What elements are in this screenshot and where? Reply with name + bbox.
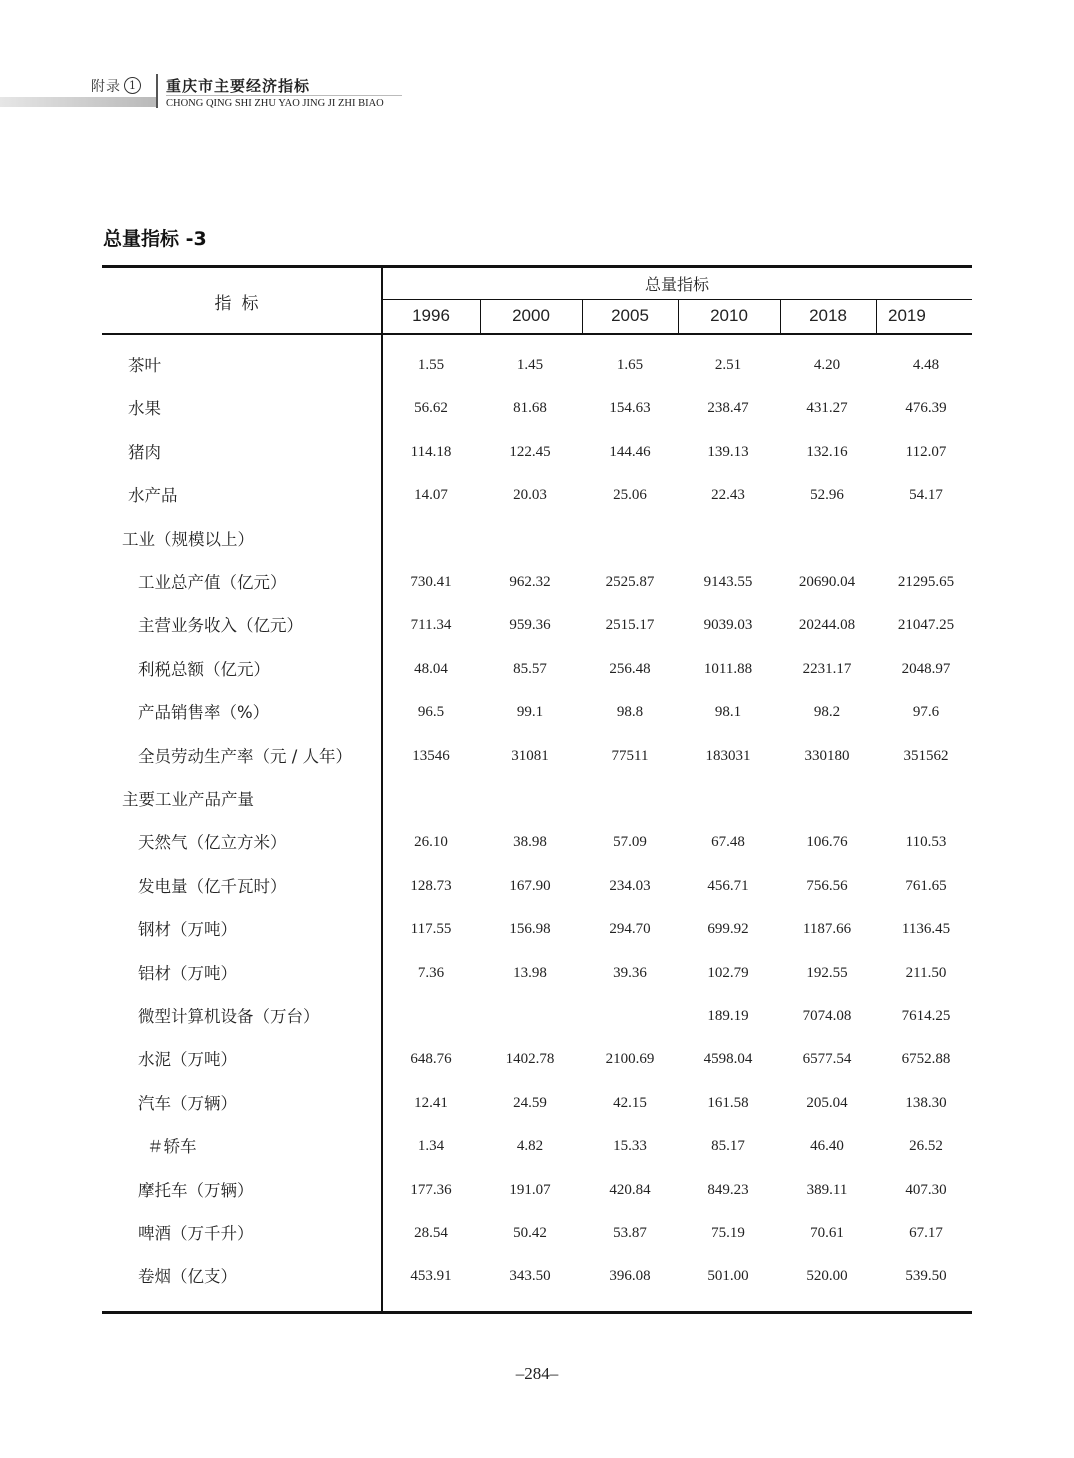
value-cell-2018: 205.04 [806, 1095, 848, 1111]
value-cell-2010: 85.17 [711, 1138, 745, 1154]
year-header: 1996 [412, 306, 450, 325]
value-cell-2019: 54.17 [909, 487, 943, 503]
header-band [0, 97, 156, 107]
row-label: 微型计算机设备（万台） [138, 1007, 320, 1026]
year-header: 2019 [888, 306, 926, 325]
appendix-word: 附录 [91, 78, 121, 95]
table-row [102, 387, 972, 430]
value-cell-2005: 25.06 [613, 487, 647, 503]
value-cell-2018: 2231.17 [802, 661, 852, 677]
value-cell-2010: 189.19 [707, 1008, 749, 1024]
value-cell-2005: 256.48 [609, 661, 651, 677]
value-cell-1996: 453.91 [410, 1268, 452, 1284]
value-cell-1996: 7.36 [417, 965, 445, 981]
value-cell-2000: 343.50 [509, 1268, 551, 1284]
value-cell-1996: 114.18 [410, 444, 452, 460]
row-label: 主要工业产品产量 [122, 790, 254, 809]
value-cell-2019: 97.6 [912, 704, 940, 720]
value-cell-1996: 117.55 [410, 921, 452, 937]
value-cell-2010: 9039.03 [703, 617, 753, 633]
row-label: 工业（规模以上） [122, 530, 254, 549]
value-cell-2018: 7074.08 [802, 1008, 852, 1024]
table-row [102, 821, 972, 864]
value-cell-2005: 154.63 [609, 400, 651, 416]
group-header: 总量指标 [644, 275, 709, 294]
row-label: 钢材（万吨） [138, 920, 237, 939]
year-header: 2000 [512, 306, 550, 325]
value-cell-2019: 138.30 [905, 1095, 947, 1111]
value-cell-2018: 52.96 [810, 487, 844, 503]
table-row [102, 865, 972, 908]
page-number: –284– [515, 1364, 559, 1383]
row-label: 天然气（亿立方米） [138, 833, 287, 852]
value-cell-2018: 46.40 [810, 1138, 844, 1154]
value-cell-2018: 106.76 [806, 834, 848, 850]
header-title: 重庆市主要经济指标 [166, 77, 311, 95]
value-cell-1996: 28.54 [414, 1225, 448, 1241]
row-label: 茶叶 [128, 356, 161, 375]
value-cell-2019: 21295.65 [897, 574, 955, 590]
value-cell-2000: 31081 [511, 748, 549, 764]
value-cell-2010: 161.58 [707, 1095, 749, 1111]
value-cell-2010: 501.00 [707, 1268, 749, 1284]
value-cell-2010: 67.48 [711, 834, 745, 850]
table-top-rule [102, 265, 972, 268]
value-cell-2018: 1187.66 [802, 921, 852, 937]
value-cell-2018: 6577.54 [802, 1051, 852, 1067]
value-cell-2010: 2.51 [714, 357, 742, 373]
value-cell-2019: 211.50 [905, 965, 947, 981]
value-cell-2019: 21047.25 [897, 617, 955, 633]
year-header-rule [382, 299, 972, 300]
value-cell-2010: 1011.88 [703, 661, 753, 677]
value-cell-2000: 81.68 [513, 400, 547, 416]
value-cell-2000: 1.45 [516, 357, 544, 373]
value-cell-1996: 96.5 [417, 704, 445, 720]
value-cell-1996: 14.07 [414, 487, 448, 503]
header-separator [156, 74, 158, 108]
value-cell-2018: 431.27 [806, 400, 848, 416]
value-cell-1996: 56.62 [414, 400, 448, 416]
value-cell-2005: 2515.17 [605, 617, 655, 633]
table-row [102, 995, 972, 1038]
table-row [102, 952, 972, 995]
value-cell-2019: 2048.97 [901, 661, 951, 677]
value-cell-2010: 98.1 [714, 704, 742, 720]
value-cell-2018: 70.61 [810, 1225, 844, 1241]
row-label: 汽车（万辆） [138, 1094, 237, 1113]
table-row [102, 474, 972, 517]
row-label: 主营业务收入（亿元） [138, 616, 303, 635]
value-cell-2000: 156.98 [509, 921, 551, 937]
value-cell-2005: 2525.87 [605, 574, 655, 590]
table-row [102, 561, 972, 604]
value-cell-2019: 67.17 [909, 1225, 943, 1241]
value-cell-2010: 4598.04 [703, 1051, 753, 1067]
value-cell-2018: 756.56 [806, 878, 848, 894]
value-cell-2019: 26.52 [909, 1138, 943, 1154]
value-cell-2005: 53.87 [613, 1225, 647, 1241]
value-cell-2010: 75.19 [711, 1225, 745, 1241]
value-cell-2018: 132.16 [806, 444, 848, 460]
value-cell-2010: 22.43 [711, 487, 745, 503]
value-cell-2005: 42.15 [613, 1095, 647, 1111]
value-cell-2019: 110.53 [905, 834, 947, 850]
value-cell-2005: 15.33 [613, 1138, 647, 1154]
row-label: 利税总额（亿元） [138, 660, 270, 679]
value-cell-2019: 539.50 [905, 1268, 947, 1284]
value-cell-2000: 85.57 [513, 661, 547, 677]
table-bottom-rule [102, 1311, 972, 1314]
table-row [102, 778, 972, 821]
year-header: 2010 [710, 306, 748, 325]
row-label: 全员劳动生产率（元 / 人年） [138, 747, 353, 766]
row-label: 工业总产值（亿元） [138, 573, 287, 592]
value-cell-2005: 396.08 [609, 1268, 651, 1284]
value-cell-2019: 7614.25 [901, 1008, 951, 1024]
header-rule [166, 95, 402, 96]
value-cell-2000: 1402.78 [505, 1051, 555, 1067]
table-row [102, 1082, 972, 1125]
value-cell-2005: 98.8 [616, 704, 644, 720]
value-cell-2010: 139.13 [707, 444, 749, 460]
section-title: 总量指标 -3 [103, 228, 207, 250]
value-cell-2000: 24.59 [513, 1095, 547, 1111]
value-cell-1996: 177.36 [410, 1182, 452, 1198]
header-subtitle: CHONG QING SHI ZHU YAO JING JI ZHI BIAO [166, 98, 384, 109]
value-cell-1996: 711.34 [410, 617, 452, 633]
value-cell-1996: 1.55 [417, 357, 445, 373]
value-cell-2000: 167.90 [509, 878, 551, 894]
table-row [102, 344, 972, 387]
header-bottom-rule [102, 333, 972, 335]
row-label: 铝材（万吨） [138, 964, 237, 983]
value-cell-2018: 389.11 [806, 1182, 848, 1198]
value-cell-2018: 330180 [804, 748, 850, 764]
row-label: 产品销售率（%） [138, 703, 270, 722]
row-label: 水产品 [128, 486, 178, 505]
value-cell-2000: 122.45 [509, 444, 551, 460]
row-label: 水果 [128, 399, 161, 418]
value-cell-2005: 144.46 [609, 444, 651, 460]
label-column-header: 指标 [214, 294, 269, 314]
value-cell-2005: 294.70 [609, 921, 651, 937]
table-row [102, 604, 972, 647]
value-cell-2010: 102.79 [707, 965, 749, 981]
value-cell-2018: 192.55 [806, 965, 848, 981]
table-row [102, 908, 972, 951]
value-cell-2018: 4.20 [813, 357, 841, 373]
value-cell-2000: 50.42 [513, 1225, 547, 1241]
table-row [102, 518, 972, 561]
year-header: 2018 [809, 306, 847, 325]
value-cell-2010: 849.23 [707, 1182, 749, 1198]
value-cell-2005: 39.36 [613, 965, 647, 981]
value-cell-2010: 456.71 [707, 878, 749, 894]
value-cell-2000: 20.03 [513, 487, 547, 503]
row-label: 猪肉 [128, 443, 161, 462]
value-cell-1996: 48.04 [414, 661, 448, 677]
value-cell-2000: 13.98 [513, 965, 547, 981]
value-cell-2018: 98.2 [813, 704, 841, 720]
value-cell-2005: 2100.69 [605, 1051, 655, 1067]
table-row [102, 648, 972, 691]
value-cell-2019: 4.48 [912, 357, 940, 373]
value-cell-2010: 183031 [705, 748, 751, 764]
value-cell-2000: 4.82 [516, 1138, 544, 1154]
value-cell-2019: 351562 [903, 748, 949, 764]
row-label: 啤酒（万千升） [138, 1224, 254, 1243]
value-cell-2019: 761.65 [905, 878, 947, 894]
row-label: ＃轿车 [147, 1137, 197, 1156]
row-label: 摩托车（万辆） [138, 1181, 254, 1200]
table-row [102, 735, 972, 778]
table-row [102, 1212, 972, 1255]
value-cell-2000: 38.98 [513, 834, 547, 850]
row-label: 发电量（亿千瓦时） [138, 877, 287, 896]
value-cell-2005: 77511 [611, 748, 649, 764]
value-cell-2010: 238.47 [707, 400, 749, 416]
table-row [102, 1038, 972, 1081]
value-cell-1996: 128.73 [410, 878, 452, 894]
value-cell-2019: 476.39 [905, 400, 947, 416]
appendix-tag [91, 76, 141, 95]
value-cell-2000: 962.32 [509, 574, 551, 590]
appendix-number-badge: 1 [124, 77, 141, 94]
table-row [102, 691, 972, 734]
table-row [102, 431, 972, 474]
row-label: 水泥（万吨） [138, 1050, 237, 1069]
year-header: 2005 [611, 306, 649, 325]
value-cell-1996: 648.76 [410, 1051, 452, 1067]
value-cell-1996: 1.34 [417, 1138, 445, 1154]
value-cell-2019: 6752.88 [901, 1051, 951, 1067]
value-cell-2005: 420.84 [609, 1182, 651, 1198]
value-cell-2019: 112.07 [905, 444, 947, 460]
value-cell-1996: 13546 [412, 748, 450, 764]
value-cell-2005: 234.03 [609, 878, 651, 894]
value-cell-2010: 9143.55 [703, 574, 753, 590]
value-cell-2018: 20690.04 [798, 574, 856, 590]
table-row [102, 1169, 972, 1212]
table-row [102, 1125, 972, 1168]
value-cell-2000: 959.36 [509, 617, 551, 633]
value-cell-2019: 407.30 [905, 1182, 947, 1198]
table-row [102, 1255, 972, 1298]
value-cell-2019: 1136.45 [901, 921, 951, 937]
value-cell-1996: 12.41 [414, 1095, 448, 1111]
value-cell-2018: 20244.08 [798, 617, 856, 633]
value-cell-2000: 191.07 [509, 1182, 551, 1198]
value-cell-2010: 699.92 [707, 921, 749, 937]
value-cell-1996: 730.41 [410, 574, 452, 590]
value-cell-2000: 99.1 [516, 704, 544, 720]
value-cell-2018: 520.00 [806, 1268, 848, 1284]
value-cell-2005: 57.09 [613, 834, 647, 850]
row-label: 卷烟（亿支） [138, 1267, 237, 1286]
value-cell-1996: 26.10 [414, 834, 448, 850]
value-cell-2005: 1.65 [616, 357, 644, 373]
